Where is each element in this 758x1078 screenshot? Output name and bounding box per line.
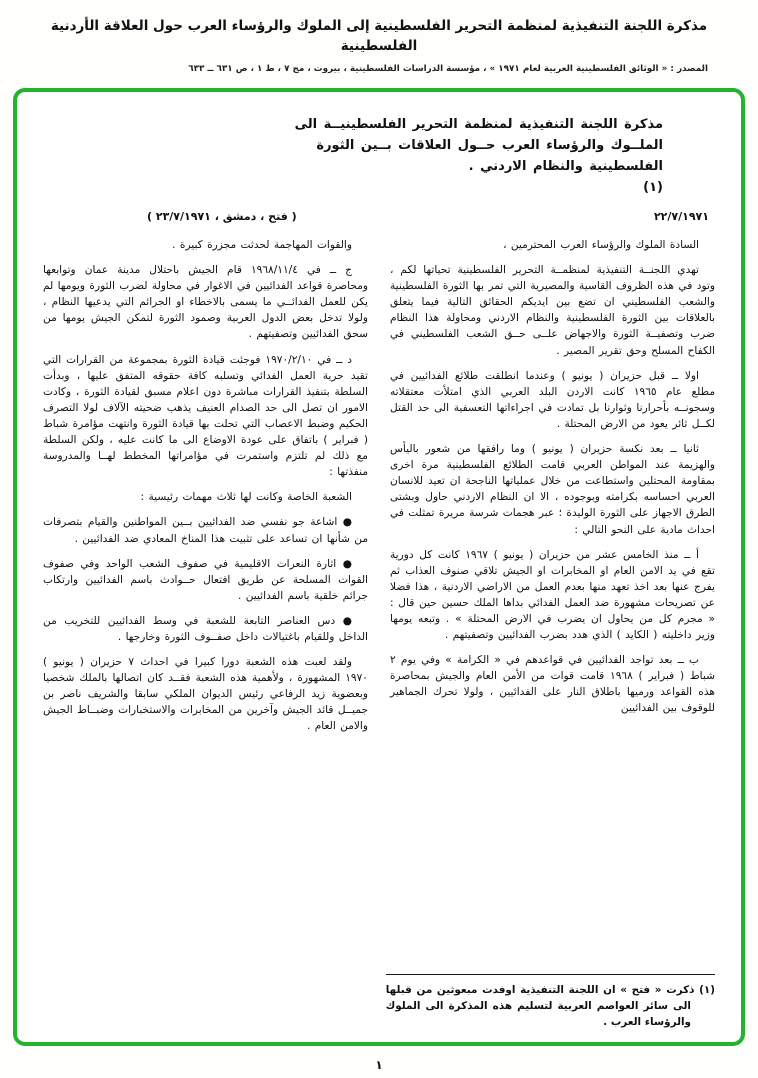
document-date: ٢٢/٧/١٩٧١ xyxy=(653,210,709,223)
document-title-line: الفلسطينية والنظام الاردني . xyxy=(468,159,663,174)
publication-reference: ( فتح ، دمشق ، ٢٣/٧/١٩٧١ ) xyxy=(147,210,297,223)
bullet-item: ● اثارة النعرات الاقليمية في صفوف الشعب الواحد وفي صفوف القوات المسلحة عن طريق افتعال حــوادث باسم الفدائيين وارتكاب جرائم خلقية باسم الفدائيين . xyxy=(43,557,368,602)
date-row xyxy=(43,210,715,223)
document-title-line: مذكرة اللجنة التنفيذية لمنظمة التحرير الفلسطينيــة الى xyxy=(294,117,663,132)
document-title-line: الملــوك والرؤساء العرب حــول العلاقات بــين الثورة xyxy=(316,138,663,153)
paragraph: تهدي اللجنــة التنفيذية لمنظمــة التحرير الفلسطينية تحياتها لكم ، وتود في هذه الظروف القاسية والمصيرية التي تمر بها الثورة الفلسطينية والشعب الفلسطيني ان تضع بين ايديكم الحقائق التالية فيما يتعلق بالعلاقات بين الثورة الفلسطينية والنظام الاردني ومحاولة هذا النظام ضرب وتصفيــة الثورة والاجهاض علــى حــق الشعب الفلسطيني في الكفاح المسلح وحق تقرير المصير . xyxy=(390,264,715,357)
bullet-item: ● اشاعة جو نفسي ضد الفدائيين بــين المواطنين والقيام بتصرفات من شأنها ان تساعد على تثبيت هذا المناخ المعادي ضد الفدائيين . xyxy=(43,516,368,545)
paragraph: ب ــ بعد تواجد الفدائيين في قواعدهم في « الكرامة » وفي يوم ٢ شباط ( فبراير ) ١٩٦٨ قامت قوات من الأمن العام والجيش بمحاصرة هذه القواعد ورميها باطلاق النار على الفدائيين ، ولولا تحرك الجماهير للوقوف بين الفدائيين xyxy=(390,654,715,715)
body-columns xyxy=(43,237,715,966)
source-citation: المصدر : « الوثائق الفلسطينية العربية لعام ١٩٧١ » ، مؤسسة الدراسات الفلسطينية ، بيروت ، مج ٧ ، ط ١ ، ص ٦٣١ ــ ٦٣٣ xyxy=(188,63,708,74)
document-frame xyxy=(13,88,745,1046)
document-header-title: مذكرة اللجنة التنفيذية لمنظمة التحرير الفلسطينية إلى الملوك والرؤساء العرب حول العلاقة الأردنية الفلسطينية xyxy=(50,18,708,55)
bullet-item: ● دس العناصر التابعة للشعبة في وسط الفدائيين للتخريب من الداخل وللقيام باغتيالات داخل صفــوف الثورة وخارجها . xyxy=(43,614,368,643)
page-header xyxy=(0,0,758,76)
footnote-reference-marker: (١) xyxy=(643,180,663,195)
paragraph: د ــ في ١٩٧٠/٢/١٠ فوجئت قيادة الثورة بمجموعة من القرارات التي تقيد حرية العمل الفدائي وتسلبه كافة حقوقه المتفق عليها ، وبدأت السلطة بتنفيذ القرارات مباشرة دون اعلام مسبق لقيادة الثورة ، وكادت الامور ان تصل الى حد الصدام العنيف يذهب ضحيته الآلاف لولا التصرف الحكيم وضبط الاعصاب التي تحلت بها قيادة الثورة وانتهت مؤامرة شباط ( فبراير ) باتفاق على عودة الاوضاع الى ما كانت عليه ، ولكن السلطة مع ذلك لم تلتزم واستمرت في مؤامراتها المخطط لهــا والمدروسة منفذتها : xyxy=(43,353,368,479)
left-column xyxy=(43,237,368,966)
paragraph: والقوات المهاجمة لحدثت مجزرة كبيرة . xyxy=(172,239,352,251)
paragraph: ثانيا ــ بعد نكسة حزيران ( يونيو ) وما رافقها من شعور باليأس والهزيمة عند المواطن العربي قامت الطلائع الفلسطينية مرة اخرى بمقاومة المحتلين واستطاعت من خلال عملياتها الناجحة ان تعيد للانسان العربي احساسه بكرامته وبوجوده ، الا ان النظام الاردني حاول وبشتى الطرق الاجهاز على الثورة الوليدة ؛ عبر هجمات شرسة مريرة تمثلت في احداث مادية على النحو التالي : xyxy=(390,443,715,536)
page-number: ١ xyxy=(375,1058,383,1072)
paragraph: السادة الملوك والرؤساء العرب المحترمين ، xyxy=(503,239,699,251)
paragraph: ولقد لعبت هذه الشعبة دورا كبيرا في احداث ٧ حزيران ( يونيو ) ١٩٧٠ المشهورة ، ولأهمية هذه الشعبة فقــد كان اتصالها بالملك شخصيا وبعضوية زيد الرفاعي رئيس الديوان الملكي سابقا والشريف ناصر بن جميــل قائد الجيش وآخرين من المخابرات والاستخبارات وضبــاط الجيش والامن العام . xyxy=(43,656,368,733)
paragraph: ج ــ في ١٩٦٨/١١/٤ قام الجيش باحتلال مدينة عمان وتوابعها ومحاصرة قواعد الفدائيين في الاغوار في محاولة لضرب الثورة ويومها لم يكن للعمل الفدائــي ما يسمى بالاخطاء او الجرائم التي يدعيها النظام ، ولولا تدخل بعض الدول العربية وصمود الثورة لتمكن الجيش يومها من سحق الفدائيين وتصفيتهم . xyxy=(43,264,368,341)
footnote: (١) ذكرت « فتح » ان اللجنة التنفيذية اوفدت مبعوثين من قبلها الى سائر العواصم العربية لتسليم هذه المذكرة الى الملوك والرؤساء العرب . xyxy=(386,974,715,1030)
paragraph: أ ــ منذ الخامس عشر من حزيران ( يونيو ) ١٩٦٧ كانت كل دورية تقع في يد الامن العام او المخابرات او الجيش تلاقي صنوف العذاب ثم يفرج عنها بعد اخذ تعهد منها بعدم العمل من الاراضي الاردنية ، هذا فضلا عن تصريحات مشهورة ضد العمل الفدائي بداها الملك حسين حين قال : « مجرم كل من يحاول ان يضرب في الارض المحتلة » . وتبعه يومها وزير داخليته ( الكايد ) الذي هدد بضرب الفدائيين وتصفيتهم . xyxy=(390,548,715,642)
paragraph: الشعبة الخاصة وكانت لها ثلاث مهمات رئيسية : xyxy=(140,491,352,504)
paragraph: اولا ــ قبل حزيران ( يونيو ) وعندما انطلقت طلائع الفدائيين في مطلع عام ١٩٦٥ كانت الاردن البلد العربي الذي امتلأت معتقلاته وسجونــه بأحرارنا وثوارنا بل تمادت في اجراءاتها التعسفية الى حد القتل لكــل ثائر يعود من الارض المحتلة . xyxy=(390,369,715,430)
document-title-block xyxy=(43,114,715,198)
right-column xyxy=(390,237,715,966)
